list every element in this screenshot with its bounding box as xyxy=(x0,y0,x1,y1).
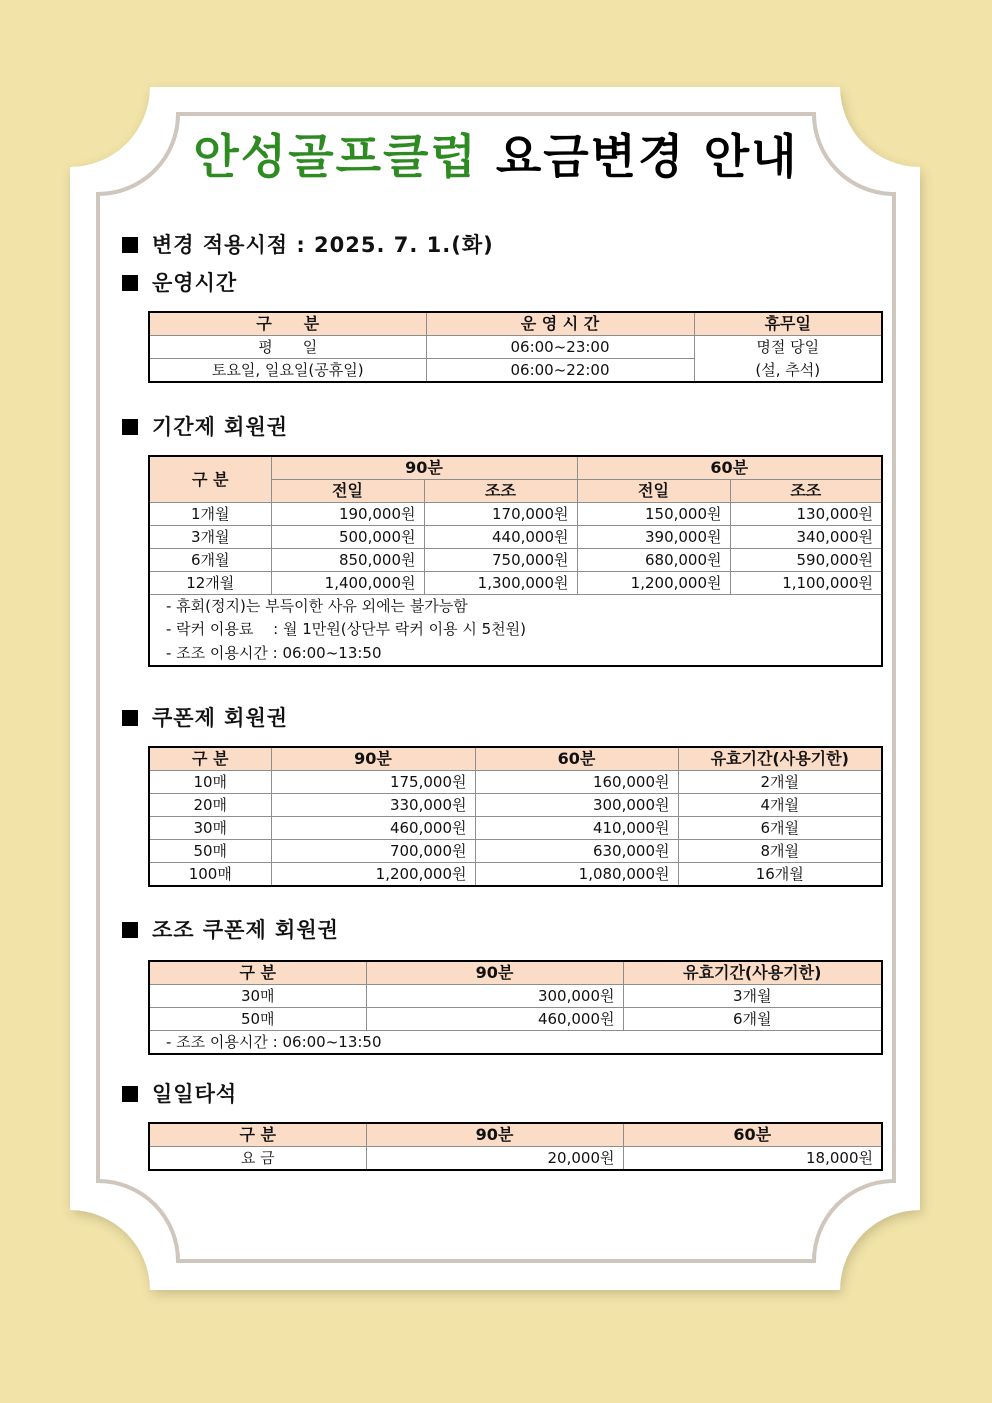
note-row xyxy=(149,1031,882,1055)
table-row xyxy=(149,503,882,526)
row-label: 1개월 xyxy=(149,503,271,526)
price-cell: 170,000원 xyxy=(424,503,577,526)
validity-cell: 4개월 xyxy=(678,794,882,817)
price-cell: 175,000원 xyxy=(271,771,475,794)
price-cell: 190,000원 xyxy=(271,503,424,526)
header-60min: 60분 xyxy=(577,456,882,480)
price-cell: 700,000원 xyxy=(271,840,475,863)
row-label: 12개월 xyxy=(149,572,271,595)
header-90min: 90분 xyxy=(271,456,577,480)
row-label: 10매 xyxy=(149,771,271,794)
table-header-row xyxy=(149,747,882,771)
table-row xyxy=(149,1008,882,1031)
hours-table xyxy=(148,311,883,383)
section-period-label: 기간제 회원권 xyxy=(152,415,289,439)
validity-cell: 6개월 xyxy=(623,1008,882,1031)
table-row xyxy=(149,985,882,1008)
row-label: 30매 xyxy=(149,985,366,1008)
page-title xyxy=(0,128,992,188)
price-cell: 1,200,000원 xyxy=(577,572,730,595)
header-90min: 90분 xyxy=(366,1123,623,1147)
square-bullet-icon xyxy=(122,710,138,726)
section-daily xyxy=(122,1080,237,1108)
header-early: 조조 xyxy=(730,480,882,503)
price-cell: 390,000원 xyxy=(577,526,730,549)
table-row xyxy=(149,549,882,572)
square-bullet-icon xyxy=(122,237,138,253)
section-early-coupon xyxy=(122,916,339,944)
section-coupon-label: 쿠폰제 회원권 xyxy=(152,706,289,730)
header-category: 구 분 xyxy=(149,312,426,336)
header-category: 구 분 xyxy=(149,747,271,771)
section-period xyxy=(122,413,288,441)
note-row xyxy=(149,595,882,618)
square-bullet-icon xyxy=(122,1086,138,1102)
title-club-name: 안성골프클럽 xyxy=(193,130,478,185)
price-cell: 160,000원 xyxy=(475,771,678,794)
price-cell: 460,000원 xyxy=(366,1008,623,1031)
note-locker-fee: - 락커 이용료 : 월 1만원(상단부 락커 이용 시 5천원) xyxy=(149,617,882,641)
holiday-line-2: (설, 추석) xyxy=(694,359,882,383)
row-label: 50매 xyxy=(149,1008,366,1031)
table-row xyxy=(149,863,882,887)
note-early-hours: - 조조 이용시간 : 06:00~13:50 xyxy=(149,1031,882,1055)
square-bullet-icon xyxy=(122,922,138,938)
header-60min: 60분 xyxy=(475,747,678,771)
header-validity: 유효기간(사용기한) xyxy=(623,961,882,985)
row-time: 06:00~22:00 xyxy=(426,359,694,383)
validity-cell: 2개월 xyxy=(678,771,882,794)
table-row xyxy=(149,771,882,794)
row-label: 요 금 xyxy=(149,1147,366,1171)
price-cell: 300,000원 xyxy=(475,794,678,817)
early-coupon-table xyxy=(148,960,883,1055)
price-cell: 750,000원 xyxy=(424,549,577,572)
note-suspension: - 휴회(정지)는 부득이한 사유 외에는 불가능함 xyxy=(149,595,882,618)
section-effective-date-label: 변경 적용시점 : 2025. 7. 1.(화) xyxy=(152,233,494,257)
table-row xyxy=(149,1147,882,1171)
holiday-line-1: 명절 당일 xyxy=(694,336,882,359)
header-early: 조조 xyxy=(424,480,577,503)
square-bullet-icon xyxy=(122,275,138,291)
section-effective-date xyxy=(122,231,494,259)
header-fullday: 전일 xyxy=(271,480,424,503)
row-label: 6개월 xyxy=(149,549,271,572)
table-row xyxy=(149,526,882,549)
validity-cell: 8개월 xyxy=(678,840,882,863)
price-cell: 680,000원 xyxy=(577,549,730,572)
row-label: 50매 xyxy=(149,840,271,863)
price-cell: 18,000원 xyxy=(623,1147,882,1171)
price-cell: 1,100,000원 xyxy=(730,572,882,595)
price-cell: 1,300,000원 xyxy=(424,572,577,595)
validity-cell: 6개월 xyxy=(678,817,882,840)
validity-cell: 3개월 xyxy=(623,985,882,1008)
price-cell: 850,000원 xyxy=(271,549,424,572)
price-cell: 20,000원 xyxy=(366,1147,623,1171)
note-row xyxy=(149,617,882,641)
validity-cell: 16개월 xyxy=(678,863,882,887)
header-fullday: 전일 xyxy=(577,480,730,503)
section-hours xyxy=(122,269,237,297)
row-label: 100매 xyxy=(149,863,271,887)
header-category: 구 분 xyxy=(149,456,271,503)
white-panel xyxy=(70,87,920,1290)
price-cell: 630,000원 xyxy=(475,840,678,863)
header-closed-days: 휴무일 xyxy=(694,312,882,336)
price-cell: 440,000원 xyxy=(424,526,577,549)
table-header-row xyxy=(149,961,882,985)
table-row xyxy=(149,572,882,595)
price-cell: 330,000원 xyxy=(271,794,475,817)
table-header-row xyxy=(149,312,882,336)
price-cell: 1,200,000원 xyxy=(271,863,475,887)
row-label: 평 일 xyxy=(149,336,426,359)
period-table xyxy=(148,455,883,667)
price-cell: 300,000원 xyxy=(366,985,623,1008)
header-category: 구 분 xyxy=(149,1123,366,1147)
table-row xyxy=(149,794,882,817)
price-cell: 590,000원 xyxy=(730,549,882,572)
header-validity: 유효기간(사용기한) xyxy=(678,747,882,771)
row-label: 3개월 xyxy=(149,526,271,549)
table-row xyxy=(149,336,882,359)
row-label: 토요일, 일요일(공휴일) xyxy=(149,359,426,383)
note-early-hours: - 조조 이용시간 : 06:00~13:50 xyxy=(149,641,882,666)
price-cell: 500,000원 xyxy=(271,526,424,549)
row-label: 20매 xyxy=(149,794,271,817)
note-row xyxy=(149,641,882,666)
section-early-coupon-label: 조조 쿠폰제 회원권 xyxy=(152,918,339,942)
header-90min: 90분 xyxy=(366,961,623,985)
price-cell: 410,000원 xyxy=(475,817,678,840)
table-row xyxy=(149,817,882,840)
header-60min: 60분 xyxy=(623,1123,882,1147)
table-row xyxy=(149,359,882,383)
row-label: 30매 xyxy=(149,817,271,840)
table-header-row xyxy=(149,456,882,480)
header-90min: 90분 xyxy=(271,747,475,771)
price-cell: 1,400,000원 xyxy=(271,572,424,595)
header-operating-hours: 운 영 시 간 xyxy=(426,312,694,336)
title-notice: 요금변경 안내 xyxy=(495,130,799,185)
section-hours-label: 운영시간 xyxy=(152,271,238,295)
section-daily-label: 일일타석 xyxy=(152,1082,238,1106)
header-category: 구 분 xyxy=(149,961,366,985)
section-coupon xyxy=(122,704,288,732)
price-cell: 1,080,000원 xyxy=(475,863,678,887)
price-cell: 460,000원 xyxy=(271,817,475,840)
coupon-table xyxy=(148,746,883,887)
table-row xyxy=(149,840,882,863)
daily-table xyxy=(148,1122,883,1171)
row-time: 06:00~23:00 xyxy=(426,336,694,359)
price-cell: 150,000원 xyxy=(577,503,730,526)
table-header-row xyxy=(149,1123,882,1147)
price-cell: 130,000원 xyxy=(730,503,882,526)
square-bullet-icon xyxy=(122,419,138,435)
price-cell: 340,000원 xyxy=(730,526,882,549)
